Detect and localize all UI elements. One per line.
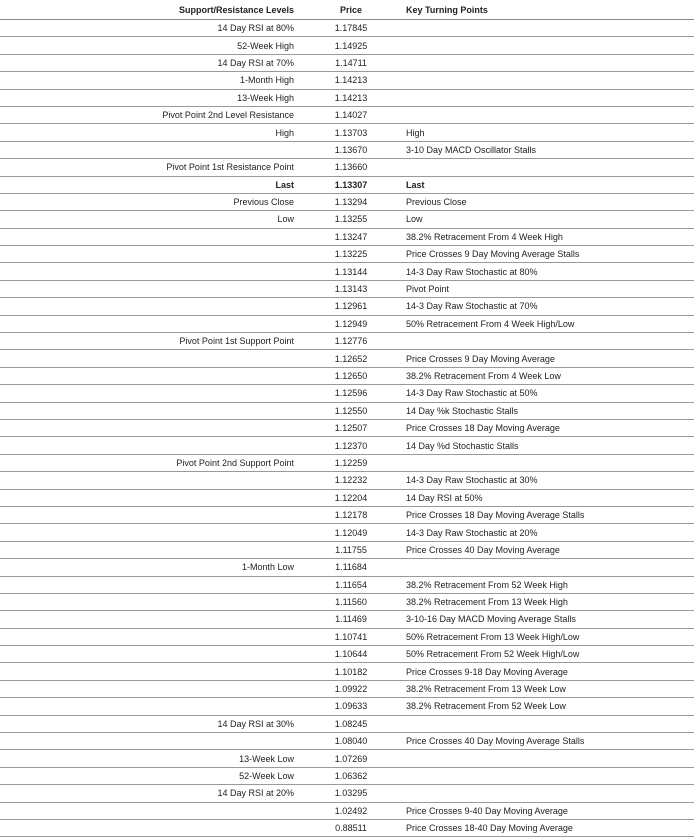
spacer-cell [376, 733, 406, 750]
spacer-cell [300, 141, 326, 158]
level-cell: 14 Day RSI at 70% [0, 54, 300, 71]
table-row [0, 263, 694, 280]
spacer-cell [376, 785, 406, 802]
spacer-cell [300, 246, 326, 263]
price-cell: 1.08040 [326, 733, 376, 750]
turning-point-cell: 14-3 Day Raw Stochastic at 70% [406, 298, 694, 315]
level-cell [0, 593, 300, 610]
header-price: Price [326, 0, 376, 20]
price-cell: 1.09633 [326, 698, 376, 715]
table-row [0, 159, 694, 176]
level-cell [0, 576, 300, 593]
spacer-cell [300, 419, 326, 436]
spacer-cell [376, 472, 406, 489]
price-cell: 1.14925 [326, 37, 376, 54]
table-row [0, 437, 694, 454]
level-cell: Previous Close [0, 193, 300, 210]
level-cell: Pivot Point 2nd Support Point [0, 454, 300, 471]
header-support-resistance: Support/Resistance Levels [0, 0, 300, 20]
spacer-cell [300, 315, 326, 332]
level-cell [0, 628, 300, 645]
level-cell: Pivot Point 1st Support Point [0, 333, 300, 350]
spacer-cell [376, 124, 406, 141]
turning-point-cell: Price Crosses 9-18 Day Moving Average [406, 663, 694, 680]
spacer-cell [376, 246, 406, 263]
spacer-cell [376, 315, 406, 332]
turning-point-cell [406, 72, 694, 89]
spacer-cell [376, 715, 406, 732]
spacer-cell [376, 211, 406, 228]
turning-point-cell: 38.2% Retracement From 4 Week Low [406, 367, 694, 384]
level-cell [0, 663, 300, 680]
turning-point-cell: 14-3 Day Raw Stochastic at 50% [406, 385, 694, 402]
level-cell: 13-Week Low [0, 750, 300, 767]
table-row [0, 611, 694, 628]
turning-point-cell: Price Crosses 18-40 Day Moving Average [406, 819, 694, 836]
table-row [0, 246, 694, 263]
spacer-cell [376, 750, 406, 767]
spacer-cell [376, 159, 406, 176]
table-row [0, 489, 694, 506]
turning-point-cell [406, 715, 694, 732]
level-cell [0, 611, 300, 628]
spacer-cell [300, 263, 326, 280]
spacer-cell [376, 350, 406, 367]
spacer-cell [376, 54, 406, 71]
price-cell: 1.09922 [326, 680, 376, 697]
spacer-cell [300, 402, 326, 419]
level-cell [0, 141, 300, 158]
turning-point-cell: 38.2% Retracement From 13 Week Low [406, 680, 694, 697]
turning-point-cell: Price Crosses 18 Day Moving Average Stalls [406, 506, 694, 523]
table-row [0, 385, 694, 402]
turning-point-cell [406, 159, 694, 176]
spacer-cell [376, 298, 406, 315]
spacer-cell [300, 611, 326, 628]
spacer-cell [376, 767, 406, 784]
spacer-cell [300, 646, 326, 663]
spacer-cell [300, 437, 326, 454]
header-row [0, 0, 694, 20]
turning-point-cell [406, 20, 694, 37]
turning-point-cell: Previous Close [406, 193, 694, 210]
turning-point-cell: 50% Retracement From 4 Week High/Low [406, 315, 694, 332]
level-cell [0, 489, 300, 506]
spacer-cell [300, 193, 326, 210]
spacer-cell [376, 20, 406, 37]
turning-point-cell [406, 37, 694, 54]
price-cell: 1.12049 [326, 524, 376, 541]
turning-point-cell: Price Crosses 18 Day Moving Average [406, 419, 694, 436]
spacer-cell [300, 559, 326, 576]
table-row [0, 402, 694, 419]
spacer-cell [300, 489, 326, 506]
spacer-cell [300, 576, 326, 593]
spacer-cell [300, 20, 326, 37]
turning-point-cell: 38.2% Retracement From 52 Week Low [406, 698, 694, 715]
price-cell: 1.11560 [326, 593, 376, 610]
level-cell: 52-Week Low [0, 767, 300, 784]
turning-point-cell [406, 454, 694, 471]
price-cell: 1.12776 [326, 333, 376, 350]
spacer-cell [376, 454, 406, 471]
table-row [0, 176, 694, 193]
price-cell: 1.13703 [326, 124, 376, 141]
turning-point-cell: High [406, 124, 694, 141]
table-row [0, 454, 694, 471]
table-row [0, 298, 694, 315]
level-cell [0, 541, 300, 558]
spacer-cell [300, 280, 326, 297]
table-row [0, 680, 694, 697]
price-cell: 1.12949 [326, 315, 376, 332]
spacer-cell [300, 37, 326, 54]
spacer-cell [376, 628, 406, 645]
price-cell: 1.13307 [326, 176, 376, 193]
spacer-cell [376, 819, 406, 836]
level-cell [0, 506, 300, 523]
level-cell [0, 698, 300, 715]
table-row [0, 141, 694, 158]
price-cell: 1.14027 [326, 106, 376, 123]
spacer-cell [300, 385, 326, 402]
spacer-cell [376, 37, 406, 54]
spacer-cell [300, 767, 326, 784]
level-cell [0, 472, 300, 489]
level-cell [0, 280, 300, 297]
table-row [0, 576, 694, 593]
turning-point-cell: 38.2% Retracement From 13 Week High [406, 593, 694, 610]
level-cell [0, 419, 300, 436]
price-cell: 1.12204 [326, 489, 376, 506]
price-cell: 1.10644 [326, 646, 376, 663]
table-row [0, 524, 694, 541]
price-cell: 1.07269 [326, 750, 376, 767]
spacer-cell [376, 193, 406, 210]
spacer-cell [300, 72, 326, 89]
price-cell: 1.13660 [326, 159, 376, 176]
spacer-cell [300, 506, 326, 523]
spacer-cell [376, 419, 406, 436]
turning-point-cell: 50% Retracement From 13 Week High/Low [406, 628, 694, 645]
spacer-cell [300, 159, 326, 176]
table-header [0, 0, 694, 20]
turning-point-cell: 3-10-16 Day MACD Moving Average Stalls [406, 611, 694, 628]
spacer-cell [376, 385, 406, 402]
spacer-cell [300, 176, 326, 193]
header-key-turning-points: Key Turning Points [406, 0, 694, 20]
spacer-cell [300, 541, 326, 558]
table-row [0, 350, 694, 367]
level-cell: 1-Month Low [0, 559, 300, 576]
price-cell: 1.11755 [326, 541, 376, 558]
level-cell [0, 350, 300, 367]
spacer-cell [300, 298, 326, 315]
price-cell: 1.13255 [326, 211, 376, 228]
spacer-cell [376, 280, 406, 297]
price-cell: 1.12596 [326, 385, 376, 402]
header-spacer [376, 0, 406, 20]
spacer-cell [376, 89, 406, 106]
spacer-cell [376, 611, 406, 628]
turning-point-cell: Last [406, 176, 694, 193]
level-cell [0, 402, 300, 419]
price-cell: 1.14711 [326, 54, 376, 71]
table-row [0, 37, 694, 54]
table-row [0, 559, 694, 576]
table-row [0, 89, 694, 106]
level-cell [0, 246, 300, 263]
price-cell: 1.08245 [326, 715, 376, 732]
price-cell: 1.11469 [326, 611, 376, 628]
turning-point-cell: Price Crosses 40 Day Moving Average Stalls [406, 733, 694, 750]
header-spacer [300, 0, 326, 20]
level-cell: 14 Day RSI at 20% [0, 785, 300, 802]
spacer-cell [300, 54, 326, 71]
level-cell [0, 367, 300, 384]
table-row [0, 767, 694, 784]
spacer-cell [376, 559, 406, 576]
spacer-cell [300, 819, 326, 836]
spacer-cell [376, 593, 406, 610]
level-cell [0, 315, 300, 332]
price-cell: 1.02492 [326, 802, 376, 819]
turning-point-cell: 38.2% Retracement From 52 Week High [406, 576, 694, 593]
price-cell: 1.13247 [326, 228, 376, 245]
spacer-cell [376, 802, 406, 819]
spacer-cell [300, 785, 326, 802]
price-cell: 1.13143 [326, 280, 376, 297]
level-cell: 14 Day RSI at 30% [0, 715, 300, 732]
spacer-cell [300, 89, 326, 106]
spacer-cell [300, 228, 326, 245]
price-cell: 1.12650 [326, 367, 376, 384]
spacer-cell [376, 437, 406, 454]
turning-point-cell [406, 106, 694, 123]
level-cell: High [0, 124, 300, 141]
table-row [0, 72, 694, 89]
spacer-cell [376, 576, 406, 593]
turning-point-cell [406, 559, 694, 576]
spacer-cell [300, 524, 326, 541]
spacer-cell [376, 680, 406, 697]
turning-point-cell [406, 767, 694, 784]
turning-point-cell: Price Crosses 9 Day Moving Average Stalls [406, 246, 694, 263]
table-row [0, 124, 694, 141]
spacer-cell [376, 72, 406, 89]
spacer-cell [376, 698, 406, 715]
price-cell: 1.10741 [326, 628, 376, 645]
spacer-cell [376, 141, 406, 158]
turning-point-cell: Price Crosses 9 Day Moving Average [406, 350, 694, 367]
turning-point-cell: Pivot Point [406, 280, 694, 297]
table-row [0, 228, 694, 245]
level-cell [0, 228, 300, 245]
price-cell: 1.12550 [326, 402, 376, 419]
level-cell: Low [0, 211, 300, 228]
spacer-cell [300, 698, 326, 715]
turning-point-cell: Price Crosses 9-40 Day Moving Average [406, 802, 694, 819]
table-row [0, 541, 694, 558]
turning-point-cell: 14-3 Day Raw Stochastic at 20% [406, 524, 694, 541]
spacer-cell [300, 802, 326, 819]
turning-point-cell: 14-3 Day Raw Stochastic at 80% [406, 263, 694, 280]
table-row [0, 472, 694, 489]
table-row [0, 419, 694, 436]
level-cell: 13-Week High [0, 89, 300, 106]
spacer-cell [300, 663, 326, 680]
level-cell [0, 385, 300, 402]
price-cell: 1.13144 [326, 263, 376, 280]
turning-point-cell [406, 54, 694, 71]
spacer-cell [300, 680, 326, 697]
spacer-cell [376, 263, 406, 280]
table-row [0, 646, 694, 663]
spacer-cell [300, 367, 326, 384]
level-cell [0, 524, 300, 541]
price-cell: 1.13225 [326, 246, 376, 263]
turning-point-cell: 14 Day %k Stochastic Stalls [406, 402, 694, 419]
spacer-cell [300, 628, 326, 645]
spacer-cell [376, 663, 406, 680]
level-cell [0, 298, 300, 315]
spacer-cell [300, 106, 326, 123]
turning-point-cell: 50% Retracement From 52 Week High/Low [406, 646, 694, 663]
table-row [0, 663, 694, 680]
level-cell [0, 680, 300, 697]
price-cell: 1.12961 [326, 298, 376, 315]
table-row [0, 698, 694, 715]
price-cell: 1.03295 [326, 785, 376, 802]
price-cell: 1.12370 [326, 437, 376, 454]
spacer-cell [300, 715, 326, 732]
table-row [0, 193, 694, 210]
price-cell: 1.17845 [326, 20, 376, 37]
price-cell: 1.13294 [326, 193, 376, 210]
spacer-cell [376, 176, 406, 193]
spacer-cell [300, 350, 326, 367]
spacer-cell [376, 106, 406, 123]
table-row [0, 628, 694, 645]
level-cell: 1-Month High [0, 72, 300, 89]
table-row [0, 593, 694, 610]
turning-point-cell: 3-10 Day MACD Oscillator Stalls [406, 141, 694, 158]
spacer-cell [300, 333, 326, 350]
table-row [0, 367, 694, 384]
level-cell: Pivot Point 1st Resistance Point [0, 159, 300, 176]
level-cell: 14 Day RSI at 80% [0, 20, 300, 37]
spacer-cell [376, 333, 406, 350]
turning-point-cell: 38.2% Retracement From 4 Week High [406, 228, 694, 245]
level-cell: Pivot Point 2nd Level Resistance [0, 106, 300, 123]
table-row [0, 211, 694, 228]
spacer-cell [300, 750, 326, 767]
turning-point-cell [406, 89, 694, 106]
price-cell: 1.11684 [326, 559, 376, 576]
turning-point-cell: Low [406, 211, 694, 228]
table-row [0, 280, 694, 297]
spacer-cell [300, 454, 326, 471]
price-cell: 1.10182 [326, 663, 376, 680]
spacer-cell [300, 593, 326, 610]
table-row [0, 315, 694, 332]
price-cell: 1.11654 [326, 576, 376, 593]
price-cell: 1.12507 [326, 419, 376, 436]
spacer-cell [376, 228, 406, 245]
price-cell: 0.88511 [326, 819, 376, 836]
level-cell: Last [0, 176, 300, 193]
spacer-cell [300, 124, 326, 141]
table-row [0, 20, 694, 37]
table-row [0, 750, 694, 767]
level-cell [0, 263, 300, 280]
table-row [0, 802, 694, 819]
spacer-cell [376, 367, 406, 384]
price-cell: 1.12178 [326, 506, 376, 523]
turning-point-cell [406, 333, 694, 350]
spacer-cell [376, 506, 406, 523]
level-cell [0, 733, 300, 750]
table-row [0, 506, 694, 523]
spacer-cell [376, 402, 406, 419]
table-row [0, 106, 694, 123]
table-row [0, 715, 694, 732]
spacer-cell [300, 211, 326, 228]
turning-point-cell: 14-3 Day Raw Stochastic at 30% [406, 472, 694, 489]
level-cell [0, 646, 300, 663]
turning-point-cell: 14 Day RSI at 50% [406, 489, 694, 506]
spacer-cell [376, 489, 406, 506]
turning-point-cell [406, 750, 694, 767]
turning-point-cell: Price Crosses 40 Day Moving Average [406, 541, 694, 558]
table-row [0, 54, 694, 71]
spacer-cell [300, 472, 326, 489]
spacer-cell [300, 733, 326, 750]
price-cell: 1.14213 [326, 72, 376, 89]
turning-point-cell [406, 785, 694, 802]
price-cell: 1.12232 [326, 472, 376, 489]
spacer-cell [376, 524, 406, 541]
price-cell: 1.14213 [326, 89, 376, 106]
level-cell: 52-Week High [0, 37, 300, 54]
spacer-cell [376, 541, 406, 558]
table-row [0, 819, 694, 836]
turning-point-cell: 14 Day %d Stochastic Stalls [406, 437, 694, 454]
level-cell [0, 819, 300, 836]
level-cell [0, 437, 300, 454]
table-row [0, 333, 694, 350]
price-cell: 1.12259 [326, 454, 376, 471]
price-cell: 1.13670 [326, 141, 376, 158]
table-row [0, 733, 694, 750]
price-cell: 1.12652 [326, 350, 376, 367]
table-body [0, 20, 694, 837]
spacer-cell [376, 646, 406, 663]
level-cell [0, 802, 300, 819]
price-cell: 1.06362 [326, 767, 376, 784]
table-row [0, 785, 694, 802]
